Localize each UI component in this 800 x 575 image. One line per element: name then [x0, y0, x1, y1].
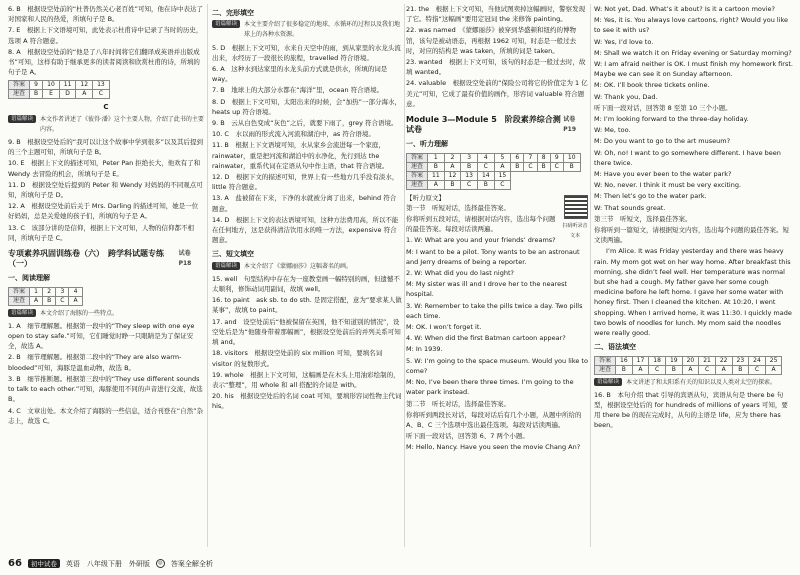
cloze-explanations — [212, 43, 402, 246]
table-cell: 3 — [461, 153, 478, 162]
explanation-item: 6. A 这种水到达家里的水龙头前方式就是供水，所填的词是 way。 — [212, 65, 388, 84]
reading-analysis-note-2 — [8, 309, 204, 319]
test-title-text: 专项素养巩固训练卷（六） 跨学科试题专练（一） — [8, 249, 164, 269]
explanation-item: 6. B 根据设空处前的“杜普仍然关心老百姓”可知，他在诗中表达了对国家和人民的热爱，所填句子是 B。 — [8, 5, 203, 24]
table-cell: B — [477, 180, 494, 189]
explanation-item: 23. wanted 根据上下文可知，该句的时态是一般过去时，故填 wanted。 — [406, 58, 586, 77]
footer-subject: 英语 八年级下册 外研版 — [65, 559, 150, 568]
table-row-label: 速查 — [9, 296, 30, 305]
module-test-title — [406, 115, 588, 135]
table-cell: A — [428, 180, 445, 189]
dialog-line: W: Yes, I’d love to. — [594, 37, 654, 46]
dialog-line: M: Then let’s go to the water park. — [594, 192, 707, 201]
dialog-line: M: I want to be a pilot. Tony wants to be an astronaut and Jerry dreams of being a reporter. — [406, 247, 580, 266]
table-cell: 14 — [477, 171, 494, 180]
dialog-line: W: Me, too. — [594, 126, 631, 135]
explanation-item: 11. B 根据上下文语境可知，水从家乡会流进每一个家庭，rainwater，重是把河流和湖泊中的水净化，先行到达 the rainwater，重系代词在定语从句中作主语，that 符合语境。 — [212, 141, 389, 170]
dialog-line: W: Not yet, Dad. What’s it about? Is it a cartoon movie? — [594, 5, 775, 13]
circle-mark-icon: ◎ — [156, 559, 165, 568]
table-cell: 4 — [477, 153, 494, 162]
dialog-line: 5. W: I’m going to the space museum. Would you like to come? — [406, 356, 588, 375]
table-cell: 19 — [665, 356, 682, 365]
part2-description: 你将听到两段长对话，每段对话后有几个小题，从题中所给的 A、B、C 三个选项中选出最佳选项。每段对话读两遍。 — [406, 410, 582, 429]
table-cell: 1 — [428, 153, 445, 162]
table-cell: A — [30, 296, 43, 305]
qr-code-icon[interactable] — [564, 195, 588, 219]
table-cell: 17 — [632, 356, 649, 365]
table-cell: B — [428, 162, 445, 171]
analysis-badge: 语篇解读 — [212, 262, 240, 270]
part3-description: 你将听到一篇短文，请根据短文内容，选出每个问题的最佳答案。短文读两遍。 — [594, 226, 789, 245]
fill-explanations-cont — [406, 4, 588, 109]
section-grammar-heading: 二、语法填空 — [594, 343, 636, 352]
analysis-text: 本文作者讲述了《彼得·潘》这个主要人物，介绍了此书的主要内容。 — [40, 115, 204, 133]
dialog-line: 听下面一段对话，回答第 8 至第 10 三个小题。 — [594, 103, 732, 112]
dialog-line: M: OK. I’ll book three tickets online. — [594, 81, 710, 90]
table-cell: 23 — [732, 356, 749, 365]
answer-explanations-top — [8, 4, 204, 77]
table-cell: 7 — [524, 153, 537, 162]
listening-passage: I’m Alice. It was Friday yesterday and there was heavy rain. My mom got wet on her way home. After breakfast this morning, she didn’t feel well. Her temperature was normal but she had a cough. My father gave her some cough medicine before he left home. I gave her some water with honey first. Then I cleaned the kitchen. At 10:20, I went shopping. When I arrived home, it was 11:30. I quickly made two bowls of noodles for lunch. My mom said the noodles were really good. — [594, 247, 792, 338]
table-cell: 11 — [428, 171, 445, 180]
explanation-item: 8. A 根据设空处前的“他是了八年时间将它们翻译成英语并出版成书”可知，这样有助于继承更多的读者阅读和欣赏杜甫的诗，所填的句子是 A。 — [8, 47, 200, 77]
table-row-label: 速查 — [407, 162, 428, 171]
table-cell: 11 — [59, 81, 76, 90]
section-fill-heading: 三、短文填空 — [212, 250, 254, 259]
analysis-badge: 语篇解读 — [594, 378, 622, 386]
table-cell: D — [59, 90, 76, 99]
cloze-analysis-note — [212, 20, 402, 40]
table-cell: C — [649, 365, 666, 374]
explanation-item: 21. the 根据上下文可知，当他试图卖掉这幅画时，警察发现了它。特指“这幅画”要用定冠词 the 来修饰 painting。 — [406, 5, 586, 24]
table-cell: C — [524, 162, 537, 171]
table-cell: A — [444, 162, 461, 171]
analysis-text: 本文主要介绍了很多稳定的地球，水循环的过程以及我们地球上的各种水资源。 — [244, 21, 401, 39]
part2-heading: 第二节 听长对话，选择最佳答案。 — [406, 399, 510, 408]
section-c-heading: C — [103, 103, 109, 112]
explanation-item: 13. A 盐被留在下来，下净的水就被分离了出来，behind 符合题意。 — [212, 194, 397, 213]
explanation-item: 18. visitors 根据设空处前的 six million 可知，要填名词 visitor 的复数形式。 — [212, 349, 383, 368]
table-row-label: 速查 — [595, 365, 616, 374]
dialog-line: M: My sister was ill and I drove her to the nearest hospital. — [406, 280, 568, 299]
column-divider — [207, 4, 208, 547]
table-cell: B — [30, 90, 43, 99]
explanation-item: 15. well 句型结构中存在为一座教堂画一幅特别的画，但遗憾不太顺利，修饰动词用副词，故填 well。 — [212, 274, 400, 294]
dialog-line: M: In 1939. — [406, 345, 443, 354]
analysis-badge: 语篇解读 — [8, 309, 36, 317]
explanation-item: 24. valuable 根据设空处前的“保险公司将它的价值定为 1 亿美元”可知，它成了最有价值的画作，形容词 valuable 符合题意。 — [406, 79, 588, 108]
explanation-item: 10. C 水以雨的形式流入河流和湖泊中，as 符合语境。 — [212, 130, 375, 139]
table-row-label: 答案 — [407, 171, 428, 180]
table-cell: B — [444, 180, 461, 189]
column-divider — [404, 4, 405, 547]
table-cell: 8 — [537, 153, 550, 162]
table-cell: C — [477, 162, 494, 171]
dialog-lines — [406, 235, 588, 397]
dialog-line: M: Do you want to go to the art museum? — [594, 137, 731, 146]
fill-explanations — [212, 274, 402, 412]
table-cell: B — [43, 296, 56, 305]
table-cell: 10 — [563, 153, 580, 162]
table-cell: 13 — [461, 171, 478, 180]
table-cell: C — [494, 180, 511, 189]
explanation-item: 2. B 细节理解题。根据第二段中的“They are also warm-blooded”可知，海豚是温血动物，故选 B。 — [8, 353, 182, 372]
table-cell: 12 — [444, 171, 461, 180]
analysis-text: 本文讲述了和太阳系有关的知识以及人类对太空的探索。 — [626, 378, 777, 386]
part3-heading: 第三节 听短文，选择最佳答案。 — [594, 214, 692, 223]
explanation-item: 16. B 本句介绍 that 引导的宾语从句，宾语从句是 there be 句型，根据设空处后的 for hundreds of millions of years 可知，要用 there be 的现在完成时，从句的主语是 life，应为 there has been。 — [594, 390, 788, 430]
explanation-item: 16. to paint ask sb. to do sth. 是固定搭配，意为“要求某人做某事”，故填 to paint。 — [212, 296, 402, 315]
explanation-item: 12. D 根据下文的描述可知，世界上有一些地方几乎没有淡水，little 符合题意。 — [212, 173, 399, 192]
table-cell: A — [632, 365, 649, 374]
module-test-page-ref: 试卷 P19 — [563, 116, 577, 134]
dialog-line: M: I’m looking forward to the three-day holiday. — [594, 115, 749, 124]
table-cell: 24 — [749, 356, 766, 365]
explanation-item: 14. D 根据上下文的表达语境可知，这种方法费用高，所以不能在任何地方，这是获得清洁饮用水的唯一方法，expensive 符合题意。 — [212, 215, 399, 245]
part1-description: 你将听到五段对话，请根据对话内容，选出每个问题的最佳答案。每段对话读两遍。 — [406, 215, 556, 234]
analysis-text: 本文介绍了海豚的一些特点。 — [40, 309, 119, 317]
explanation-item: 22. was named 《蒙娜丽莎》被穿到华盛顿和纽约的博物馆，该句是被动语态，再根据 1962 可知，时态是一般过去时，对应的结构是 was taken，所填的词是 taken。 — [406, 26, 577, 55]
grammar-explanations — [594, 390, 794, 431]
answer-table-1-4 — [8, 287, 83, 306]
listening-script-label: 【听力原文】 — [406, 193, 445, 202]
part2-subdescription: 听下面一段对话，回答第 6、7 两个小题。 — [406, 432, 529, 441]
table-cell: C — [93, 90, 110, 99]
table-cell: 4 — [69, 287, 82, 296]
table-cell: 13 — [93, 81, 110, 90]
explanation-item: 19. whole 根据上下文可知，这幅画是在木头上用油彩绘制的，表示“整理”，用 whole 和 all 搭配的介词是 with。 — [212, 370, 400, 389]
table-cell: C — [699, 365, 716, 374]
dialog-line: W: Thank you, Dad. — [594, 92, 658, 101]
table-cell: A — [69, 296, 82, 305]
brand-badge: 初中试卷 — [28, 559, 60, 568]
explanation-item: 10. E 根据上下文的描述可知，Peter Pan 拒绝长大，他欢有了和 Wendy 去冒险的机会，所填句子是 E。 — [8, 159, 201, 178]
table-cell: B — [563, 162, 580, 171]
answer-explanations-bottom — [8, 321, 204, 426]
table-cell: 21 — [699, 356, 716, 365]
table-row-label: 答案 — [407, 153, 428, 162]
explanation-item: 17. and 设空处前后“他被保留在英国，他不知道别的情况”，设空处后是为“他随身带着那幅画”，根据设空处前后的并列关系可知填 and。 — [212, 317, 401, 347]
analysis-text: 本文介绍了《蒙娜丽莎》这幅著名的画。 — [244, 262, 353, 270]
explanation-item: 7. B 地球上的大部分水都在“海洋”里，ocean 符合语境。 — [212, 86, 384, 95]
table-cell: A — [765, 365, 782, 374]
table-cell: 1 — [30, 287, 43, 296]
dialog-line: M: OK. I won’t forget it. — [406, 323, 482, 332]
table-cell: 16 — [616, 356, 633, 365]
table-row-label: 答案 — [9, 81, 30, 90]
explanation-item: 9. B 根据设空处后的“我可以让这个故事中学到很多”以及其后提到的三个主题可知，所填句子是 B。 — [8, 138, 203, 157]
column-1 — [8, 4, 204, 549]
explanation-item: 20. his 根据设空处后的名词 coat 可知，要填形容词性物主代词 his。 — [212, 392, 402, 411]
dialog-line: M: No, I’ve been there three times. I’m going to the water park instead. — [406, 378, 574, 397]
table-cell: C — [461, 180, 478, 189]
table-cell: 5 — [494, 153, 511, 162]
grammar-analysis-note — [594, 378, 794, 388]
part1-heading: 第一节 听短对话，选择最佳答案。 — [406, 203, 510, 212]
dialog-line: W: I am afraid neither is OK. I must finish my homework first. Maybe we can see it on Sunday afternoon. — [594, 60, 793, 79]
table-cell: B — [511, 162, 524, 171]
table-cell: C — [56, 296, 69, 305]
dialog-line: 1. W: What are you and your friends’ dreams? — [406, 236, 556, 245]
column-2 — [212, 4, 402, 549]
dialog-line: W: No, never. I think it must be very exciting. — [594, 181, 742, 190]
section-listening-heading: 一、听力理解 — [406, 140, 448, 149]
table-cell: A — [494, 162, 511, 171]
explanation-item: 11. D 根据设空处后提到的 Peter 和 Wendy 对妈妈的不同观点可知，所填句子是 D。 — [8, 180, 203, 200]
dialog-line: M: Hello, Nancy. Have you seen the movie Chang An? — [406, 443, 581, 452]
table-cell: B — [537, 162, 550, 171]
explanation-item: 8. D 根据上下文可知，太阳出来的时候，会“加热”一部分海水，heats up 符合语境。 — [212, 97, 402, 116]
table-cell: 25 — [765, 356, 782, 365]
table-cell: 22 — [715, 356, 732, 365]
table-cell: E — [43, 90, 60, 99]
table-cell: A — [682, 365, 699, 374]
table-cell: 9 — [550, 153, 563, 162]
table-row-label: 速查 — [9, 90, 30, 99]
analysis-badge: 语篇解读 — [8, 115, 36, 123]
table-cell: 12 — [76, 81, 93, 90]
table-cell: B — [732, 365, 749, 374]
qr-caption: 扫码听录音文本 — [562, 222, 588, 239]
table-cell: C — [550, 162, 563, 171]
dialog-line: W: Oh, no! I want to go somewhere different. I have been there twice. — [594, 148, 781, 167]
section-cloze-heading: 二、完形填空 — [212, 9, 254, 17]
table-cell: 3 — [56, 287, 69, 296]
dialog-lines-cont — [594, 4, 794, 213]
explanation-item: 5. D 根据上下文可知，水来自天空中的雨，到从家里的水龙头流出来，水经历了一段很长的旅程，travelled 符合语境。 — [212, 43, 401, 62]
explanation-item: 13. C 该部分讲的是信仰，根据上下文可知，人物的信仰都不相同，所填句子是 C。 — [8, 223, 194, 242]
test-title — [8, 249, 204, 269]
table-row-label: 答案 — [595, 356, 616, 365]
dialog-line: M: Yes, it is. You always love cartoons, right? Would you like to see it with us? — [594, 16, 789, 35]
column-4 — [594, 4, 794, 549]
table-cell: B — [616, 365, 633, 374]
table-row-label: 速查 — [407, 180, 428, 189]
page-footer — [8, 558, 213, 569]
answer-table-9-13 — [8, 80, 110, 99]
table-row-label: 答案 — [9, 287, 30, 296]
answer-explanations-mid — [8, 137, 204, 243]
table-cell: 9 — [30, 81, 43, 90]
explanation-item: 3. B 细节推断题。根据第三段中的“They use different sounds to talk to each other.”可知，海豚使用不同的声音进行交流，故选 B。 — [8, 374, 203, 404]
dialog-line: M: Have you ever been to the water park? — [594, 170, 732, 179]
dialog-line: 4. W: When did the first Batman cartoon appear? — [406, 334, 566, 343]
module-test-title-text: Module 3—Module 5 阶段素养综合测试卷 — [406, 115, 561, 135]
explanation-item: 1. A 细节理解题。根据第一段中的“They sleep with one eye open to stay safe.”可知，它们睡觉时睁一只眼睛是为了保证安全，故选 A。 — [8, 321, 195, 351]
table-cell: A — [715, 365, 732, 374]
dialog-line: 3. W: Remember to take the pills twice a day. Two pills each time. — [406, 301, 583, 320]
table-cell: 2 — [444, 153, 461, 162]
table-cell: A — [76, 90, 93, 99]
table-cell: 10 — [43, 81, 60, 90]
explanation-item: 4. C 文章出处。本文介绍了海豚的一些信息，适合刊登在“自然”杂志上，故选 C。 — [8, 406, 204, 425]
table-cell: B — [461, 162, 478, 171]
answer-table-16-25 — [594, 356, 782, 375]
column-3 — [406, 4, 588, 549]
explanation-item: 7. E 根据上下文语境可知，此处表示杜甫诗中记录了当时的历史，选项 A 符合题意。 — [8, 26, 203, 45]
column-divider — [590, 4, 591, 547]
dialog-line: 2. W: What did you do last night? — [406, 269, 514, 278]
explanation-item: 12. A 根据设空处前后关于 Mrs. Darling 的描述可知，她是一位好妈妈，总是关爱她的孩子们，所填的句子是 A。 — [8, 202, 199, 221]
analysis-badge: 语篇解读 — [212, 20, 240, 28]
table-cell: 6 — [511, 153, 524, 162]
explanation-item: 9. B 云从白色变成“灰色”之后，就要下雨了，grey 符合语境。 — [212, 119, 398, 128]
table-cell: 2 — [43, 287, 56, 296]
answer-table-1-15 — [406, 153, 581, 190]
footer-series: 答案全解全析 — [170, 559, 213, 568]
table-cell: 20 — [682, 356, 699, 365]
table-cell: 18 — [649, 356, 666, 365]
dialog-line: M: Shall we watch it on Friday evening or Saturday morning? — [594, 48, 792, 57]
section-reading-heading: 一、阅读理解 — [8, 274, 50, 283]
fill-analysis-note — [212, 262, 402, 272]
table-cell: 15 — [494, 171, 511, 180]
test-page-ref: 试卷 P18 — [178, 250, 192, 268]
page-number: 66 — [8, 558, 22, 569]
table-cell: B — [665, 365, 682, 374]
reading-analysis-note — [8, 115, 204, 135]
table-cell: C — [749, 365, 766, 374]
dialog-line: W: That sounds great. — [594, 203, 666, 212]
